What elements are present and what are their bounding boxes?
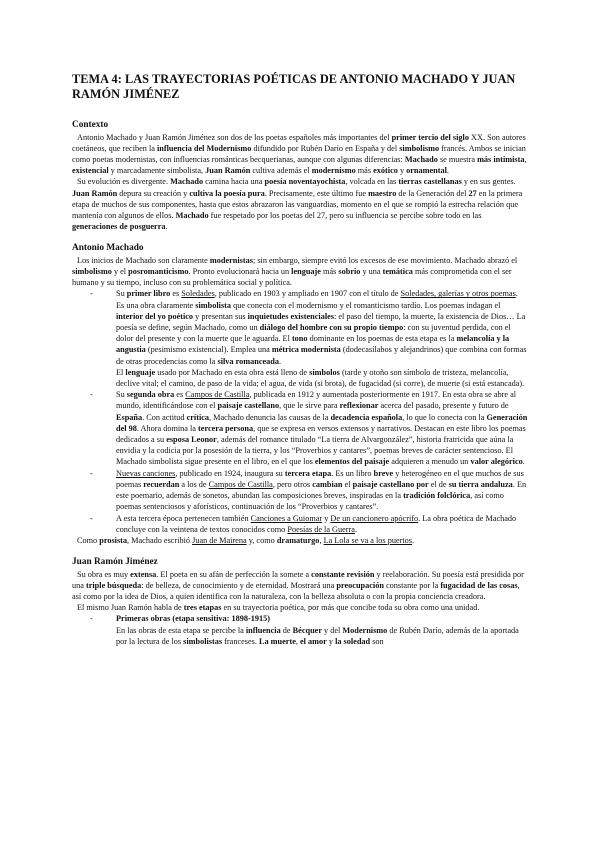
list-item [72, 613, 528, 647]
title-ref: Campos de Castilla [208, 479, 273, 489]
text-run: el de [428, 479, 449, 489]
text-run: , [319, 535, 324, 545]
text-run: . Ahora domina la [136, 423, 199, 433]
text-run: más [320, 267, 339, 277]
text-run: . [278, 356, 282, 366]
text-run: , [295, 636, 300, 646]
bold-run: Machado [175, 210, 209, 220]
text-run: usado por Machado en esta obra está lleno de [155, 367, 310, 377]
bold-run: tradición folclórica [403, 491, 471, 501]
bold-run: triple búsqueda [85, 580, 142, 590]
text-run: es [174, 390, 186, 400]
text-run: y [322, 513, 331, 523]
text-run: , publicada en 1912 y aumentada posteriormente en 1917. En esta obra se abre al mundo, identificándose con el [116, 390, 517, 411]
bold-run: simbolismo [399, 143, 440, 153]
text-run: , publicado en 1903 y ampliado en 1907 con el título de [214, 289, 401, 299]
text-run: y del [321, 625, 343, 635]
bold-run: segunda obra [126, 390, 175, 400]
text-run: Antonio Machado y Juan Ramón Jiménez son dos de los poetas españoles más importantes del [77, 132, 392, 142]
text-run: camina hacia una [203, 177, 265, 187]
title-ref: Poesías de la Guerra [287, 524, 355, 534]
title-ref: De un cancionero apócrifo [330, 513, 419, 523]
bold-run: métrica modernista [271, 345, 341, 355]
section-heading-machado: Antonio Machado [72, 243, 144, 254]
title-ref: Canciones a Guiomar [250, 513, 323, 523]
bold-run: preocupación [336, 580, 384, 590]
bold-run: más intimista [477, 154, 525, 164]
text-run: difundido por Rubén Darío en España y del [251, 143, 400, 153]
bold-run: paisaje castellano [217, 401, 280, 411]
text-run: . Con actitud [142, 412, 187, 422]
text-run: y una [360, 267, 383, 277]
bold-run: su tierra andaluza [448, 479, 513, 489]
text-run: . Pronto evolucionará hacia un [188, 267, 292, 277]
text-run: XX. Son autores coetáneos, que reciben la [72, 132, 526, 153]
text-run: El [116, 367, 126, 377]
text-run: Su [116, 390, 127, 400]
list-dash: - [90, 289, 93, 299]
list-item-text [116, 288, 528, 389]
paragraph [72, 255, 528, 289]
paragraph [72, 569, 528, 603]
text-run: , Machado escribió [127, 535, 193, 545]
bold-run: recuerdan [143, 479, 180, 489]
bold-run: temática [382, 267, 413, 277]
text-run: y [397, 166, 407, 176]
list-dash: - [90, 468, 93, 478]
text-run: , Machado denuncia las causas de la [209, 412, 331, 422]
bold-run: símbolos [309, 367, 340, 377]
text-run: dominante en los poemas de esta etapa es la [307, 334, 457, 344]
text-run: francés. Ambos se inician como poetas modernistas, con influencias románticas becquerianas, aunque con algunas diferencias: [72, 143, 526, 164]
text-run: franceses. [222, 636, 259, 646]
list-item-text [116, 389, 528, 467]
text-run: y presentan sus [193, 311, 248, 321]
bold-run: interior del yo poético [116, 311, 194, 321]
text-run: . La obra poética de Machado concluye con la veintena de textos conocidos como [116, 513, 517, 534]
bold-run: Machado [170, 177, 204, 187]
document-page [72, 72, 528, 647]
list-dash: - [90, 513, 93, 523]
title-ref: Campos de Castilla [185, 390, 250, 400]
text-run: . Precisamente, este último fue [264, 188, 369, 198]
text-run: se muestra [437, 154, 478, 164]
bold-run: maestro [368, 188, 397, 198]
text-run: es [170, 289, 182, 299]
text-run: cultiva además el [250, 166, 312, 176]
bold-run: cambian [312, 479, 343, 489]
list-item-title [116, 613, 528, 624]
bold-run: primer tercio del siglo [391, 132, 469, 142]
title-ref: Nuevas canciones [116, 468, 176, 478]
text-run: , así como poemas sentenciosos y aforísticos, continuación de los “Proverbios y cantares”. [116, 491, 504, 512]
text-run: A esta tercera época pertenecen también [116, 513, 251, 523]
text-run: , volcada en las [345, 177, 399, 187]
paragraph [72, 535, 528, 546]
text-run: . En este poemario, además de sonetos, abundan las composiciones breves, inspiradas en la [116, 479, 527, 501]
bold-run: 27 [468, 188, 477, 198]
title-ref: Soledades, galerías y otros poemas [400, 289, 516, 299]
text-run: fue respetado por los poetas del 27, pero su influencia se percibe sobre todo en las [208, 210, 482, 220]
text-run: En las obras de esta etapa se percibe la [116, 625, 246, 635]
text-run: a los de [179, 479, 209, 489]
bold-run: influencia [245, 625, 281, 635]
text-run: constante por la [383, 580, 441, 590]
text-run: de Rubén Darío, además de la aportada por la lectura de los [116, 625, 519, 646]
bold-run: dramaturgo [276, 535, 320, 545]
text-run: . [522, 457, 525, 467]
section-heading-jrj: Juan Ramón Jiménez [72, 557, 158, 568]
bold-run: paisaje castellano por [352, 479, 429, 489]
bold-run: Bécquer [292, 625, 322, 635]
bold-run: La muerte [258, 636, 296, 646]
text-run: Los inicios de Machado son claramente [77, 255, 210, 265]
bold-run: tierras castellanas [398, 177, 462, 187]
bold-run: posromanticismo [128, 267, 189, 277]
bold-run: tercera persona [198, 423, 254, 433]
list-item [72, 389, 528, 467]
text-run: Su evolución es divergente. [77, 177, 171, 187]
text-run: : el paso del tiempo, la muerte, la existencia de Dios… La poesía se define, según Machado, como un [116, 311, 526, 333]
bold-run: sobrio [338, 267, 361, 277]
bold-run: lenguaje [125, 367, 156, 377]
bold-run: extensa [130, 569, 157, 579]
bold-run: exótico [373, 166, 398, 176]
bold-run: simbolistas [183, 636, 223, 646]
text-run: (tarde y otoño son símbolo de tristeza, melancolía, declive vital; el camino, de paso de la vida; el agua, de vida (si brota), de fugacidad (si corre), de muerte (si está estancada). [116, 367, 525, 389]
bold-run: influencia del Modernismo [156, 143, 252, 153]
text-run: y heterogéneo en el que muchos de sus poemas [116, 468, 524, 489]
bold-run: simbolismo [72, 267, 112, 277]
text-run: que conecta con el modernismo y el romanticismo tardío. Los poemas indagan el [231, 300, 501, 310]
text-run: (dodecasílabos y alejandrinos) que combina con formas de otras procedencias como la [116, 345, 527, 366]
text-run: : con su juventud perdida, con el dolor del presente y con la muerte que le aguarda. El [116, 323, 511, 344]
text-run: . Es una obra claramente [116, 289, 518, 310]
text-run: , que se expresa en versos extensos y narrativos. Destacan en este libro los poemas dedicados a su [116, 423, 526, 445]
bold-run: diálogo del hombre con su propio tiempo [259, 323, 404, 333]
text-run: ; sin embargo, siempre evitó los excesos de ese movimiento. Machado abrazó el [252, 255, 518, 265]
text-run: son [370, 636, 384, 646]
bold-run: valor alegórico [470, 457, 523, 467]
text-run: , así como por la idea de Dios, a quien identifica con la naturaleza, con la belleza absoluta o con la propia conciencia creadora. [72, 580, 520, 602]
bold-run: Primeras obras (etapa sensitiva: 1898-1915) [116, 614, 270, 624]
paragraph [72, 132, 528, 177]
bold-run: Juan Ramón [72, 188, 118, 198]
bold-run: decadencia española [330, 412, 403, 422]
text-run: Su [116, 289, 127, 299]
text-run: depura su creación y [117, 188, 190, 198]
title-ref: Juan de Mairena [192, 535, 247, 545]
list-dash: - [90, 614, 93, 624]
list-item [72, 513, 528, 535]
bold-run: ornamental [406, 166, 447, 176]
bold-run: breve [373, 468, 394, 478]
text-run: y marcadamente simbolista, [108, 166, 206, 176]
bold-run: modernismo [311, 166, 356, 176]
bold-run: existencial [72, 166, 109, 176]
list-item-text [116, 468, 528, 513]
bold-run: lenguaje [291, 267, 321, 277]
text-run: . [354, 524, 358, 534]
bold-run: poesía noventayochista [264, 177, 346, 187]
bold-run: tono [291, 334, 308, 344]
text-run: y, como [246, 535, 277, 545]
text-run: de [280, 625, 293, 635]
bold-run: reflexionar [339, 401, 379, 411]
text-run: . Es un libro [331, 468, 374, 478]
bold-run: primer libro [126, 289, 171, 299]
bold-run: Modernismo [342, 625, 388, 635]
text-run: en su trayectoria poética, por más que concibe toda su obra como una unidad. [221, 603, 480, 613]
text-run: (pesimismo existencial). Emplea una [145, 345, 272, 355]
bold-run: melancolía y la angustia [116, 334, 510, 355]
list-dash: - [90, 390, 93, 400]
text-run: . [446, 166, 449, 176]
text-run: y en sus gentes. [461, 177, 516, 187]
bold-run: simbolista [195, 300, 232, 310]
bold-run: esposa Leonor [166, 435, 217, 445]
list-item [72, 288, 528, 389]
bold-run: la soledad [335, 636, 371, 646]
bold-run: inquietudes existenciales [247, 311, 335, 321]
bold-run: generaciones de posguerra [72, 222, 166, 232]
text-run: . [165, 222, 168, 232]
list-item-text [116, 513, 528, 535]
bold-run: elementos del paisaje [314, 457, 390, 467]
section-heading-contexto: Contexto [72, 120, 109, 130]
bold-run: tres etapas [183, 603, 222, 613]
bold-run: cultiva la poesía pura [189, 188, 265, 198]
text-run: y [326, 636, 336, 646]
text-run: , pero otros [272, 479, 313, 489]
bold-run: Juan Ramón [205, 166, 251, 176]
document-title: TEMA 4: LAS TRAYECTORIAS POÉTICAS DE ANTONIO MACHADO Y JUAN RAMÓN JIMÉNEZ [72, 72, 516, 101]
bold-run: crítica [186, 412, 210, 422]
text-run: Como [77, 535, 100, 545]
bold-run: prosista [99, 535, 128, 545]
bold-run: modernistas [209, 255, 253, 265]
bold-run: España [116, 412, 143, 422]
bold-run: Generación del 98 [116, 412, 528, 433]
paragraph [72, 602, 528, 613]
text-run: . [412, 535, 415, 545]
text-run: adquieren a menudo un [389, 457, 471, 467]
text-run: más [355, 166, 374, 176]
text-run: El mismo Juan Ramón habla de [77, 603, 184, 613]
list-item-text [116, 625, 528, 647]
text-run: , que le sirve para [279, 401, 340, 411]
text-run: , lo que lo conecta con la [402, 412, 487, 422]
text-run: , publicado en 1924, inaugura su [175, 468, 285, 478]
text-run: y reelaboración. Su poesía está presidida por una [72, 569, 524, 590]
title-ref: La Lola se va a los puertos [323, 535, 412, 545]
text-run: más comprometida con el ser humano y su tiempo, incluso con su problemática social y política. [72, 267, 512, 288]
paragraph [72, 176, 528, 232]
title-ref: Soledades [181, 289, 215, 299]
text-run: de la Generación del [396, 188, 469, 198]
bold-run: Machado [404, 154, 438, 164]
bold-run: el amor [300, 636, 327, 646]
list-item [72, 468, 528, 513]
bold-run: silva romanceada [217, 356, 279, 366]
text-run: acerca del pasado, presente y futuro de [378, 401, 509, 411]
text-run: el [342, 479, 353, 489]
text-run: Su obra es muy [77, 569, 131, 579]
bold-run: tercera etapa [284, 468, 332, 478]
text-run: y el [111, 267, 129, 277]
text-run: : de belleza, de conocimiento y de eternidad. Mostrará una [141, 580, 337, 590]
bold-run: fugacidad de las cosas [440, 580, 518, 590]
text-run: , además del romance titulado “La tierra de Alvargonzález”, historia fratricida que aúna la envidia y la codicia por la posesión de la tierra, y los “Proverbios y cantares”, poemas breves de carácter sentencioso. El Machado simbolista sigue presente en el libro, en el que los [116, 435, 514, 467]
text-run: , [524, 154, 527, 164]
text-run: . El poeta en su afán de perfección la somete a [156, 569, 312, 579]
text-run: en la primera etapa de muchos de sus componentes, hasta que estos abrazaron las vanguardias, momento en el que se rompió la estrecha relación que mantenía con algunos de ellos. [72, 188, 523, 220]
bold-run: constante revisión [311, 569, 375, 579]
